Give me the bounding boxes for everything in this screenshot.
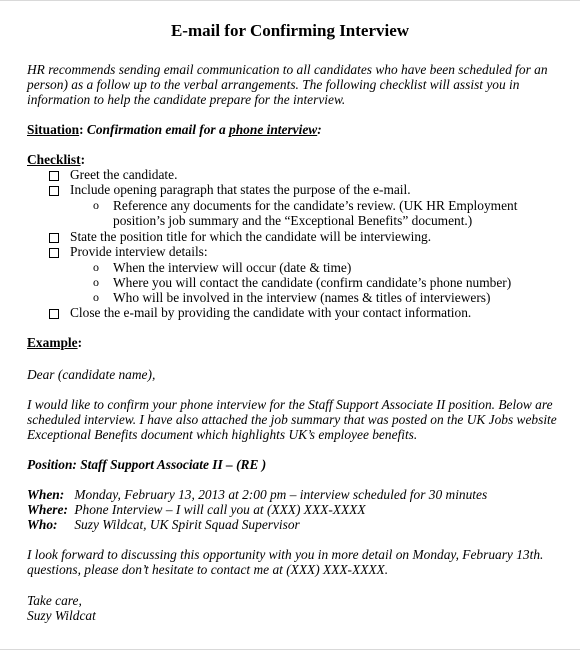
checklist-subitem: When the interview will occur (date & time) [113, 260, 352, 275]
situation-phone-interview: phone interview [229, 122, 318, 137]
example-who-line [27, 517, 300, 533]
where-label: Where: [27, 502, 68, 517]
checkbox-icon[interactable] [49, 171, 59, 181]
circle-bullet-icon: o [93, 198, 99, 212]
example-heading: Example [27, 335, 78, 350]
checkbox-icon[interactable] [49, 186, 59, 196]
situation-line: Situation: Confirmation email for a phone interview: [27, 122, 322, 137]
example-signature: Suzy Wildcat [27, 608, 96, 623]
example-greeting: Dear (candidate name), [27, 367, 156, 382]
when-value: Monday, February 13, 2013 at 2:00 pm – interview scheduled for 30 minutes [74, 487, 488, 502]
example-heading-line: Example: [27, 335, 83, 350]
checklist-item: Include opening paragraph that states the purpose of the e-mail. [70, 182, 411, 197]
checklist-subitem: Who will be involved in the interview (names & titles of interviewers) [113, 290, 491, 305]
intro-line-3: information to help the candidate prepare for the interview. [27, 92, 346, 107]
example-closing: Take care, [27, 593, 82, 608]
circle-bullet-icon: o [93, 275, 99, 289]
checkbox-icon[interactable] [49, 233, 59, 243]
checklist-subitem: Reference any documents for the candidate’s review. (UK HR Employment [113, 198, 518, 213]
when-label: When: [27, 487, 65, 502]
intro-line-2: person) as a follow up to the verbal arrangements. The following checklist will assist you in [27, 77, 520, 92]
circle-bullet-icon: o [93, 290, 99, 304]
situation-text: Confirmation email for a [86, 122, 226, 137]
checklist-subitem: Where you will contact the candidate (confirm candidate’s phone number) [113, 275, 512, 290]
checkbox-icon[interactable] [49, 309, 59, 319]
example-paragraph-line: Exceptional Benefits document which highlights UK’s employee benefits. [27, 427, 418, 442]
checklist-item: Close the e-mail by providing the candidate with your contact information. [70, 305, 472, 320]
who-value: Suzy Wildcat, UK Spirit Squad Supervisor [74, 517, 300, 532]
circle-bullet-icon: o [93, 260, 99, 274]
intro-line-1: HR recommends sending email communication to all candidates who have been scheduled for an [27, 62, 548, 77]
page-top-edge [0, 0, 580, 1]
situation-label: Situation [27, 122, 80, 137]
example-when-line [27, 487, 487, 503]
example-paragraph-line: I would like to confirm your phone interview for the Staff Support Associate II position. Below are [27, 397, 553, 412]
checkbox-icon[interactable] [49, 248, 59, 258]
checklist-heading-line: Checklist: [27, 152, 86, 167]
checklist-heading: Checklist [27, 152, 81, 167]
example-closing-paragraph-line: I look forward to discussing this opportunity with you in more detail on Monday, February 13th. [27, 547, 544, 562]
example-position: Position: Staff Support Associate II – (RE ) [27, 457, 267, 472]
example-closing-paragraph-line: questions, please don’t hesitate to contact me at (XXX) XXX-XXXX. [27, 562, 389, 577]
example-paragraph-line: scheduled interview. I have also attached the job summary that was posted on the UK Jobs website [27, 412, 557, 427]
checklist-subitem-continuation: position’s job summary and the “Exceptional Benefits” document.) [113, 213, 473, 228]
document-title: E-mail for Confirming Interview [170, 21, 410, 40]
checklist-item: Provide interview details: [70, 244, 208, 259]
where-value: Phone Interview – I will call you at (XXX) XXX-XXXX [74, 502, 366, 517]
checklist-item: Greet the candidate. [70, 167, 178, 182]
who-label: Who: [27, 517, 58, 532]
checklist-item: State the position title for which the candidate will be interviewing. [70, 229, 432, 244]
example-where-line [27, 502, 366, 518]
